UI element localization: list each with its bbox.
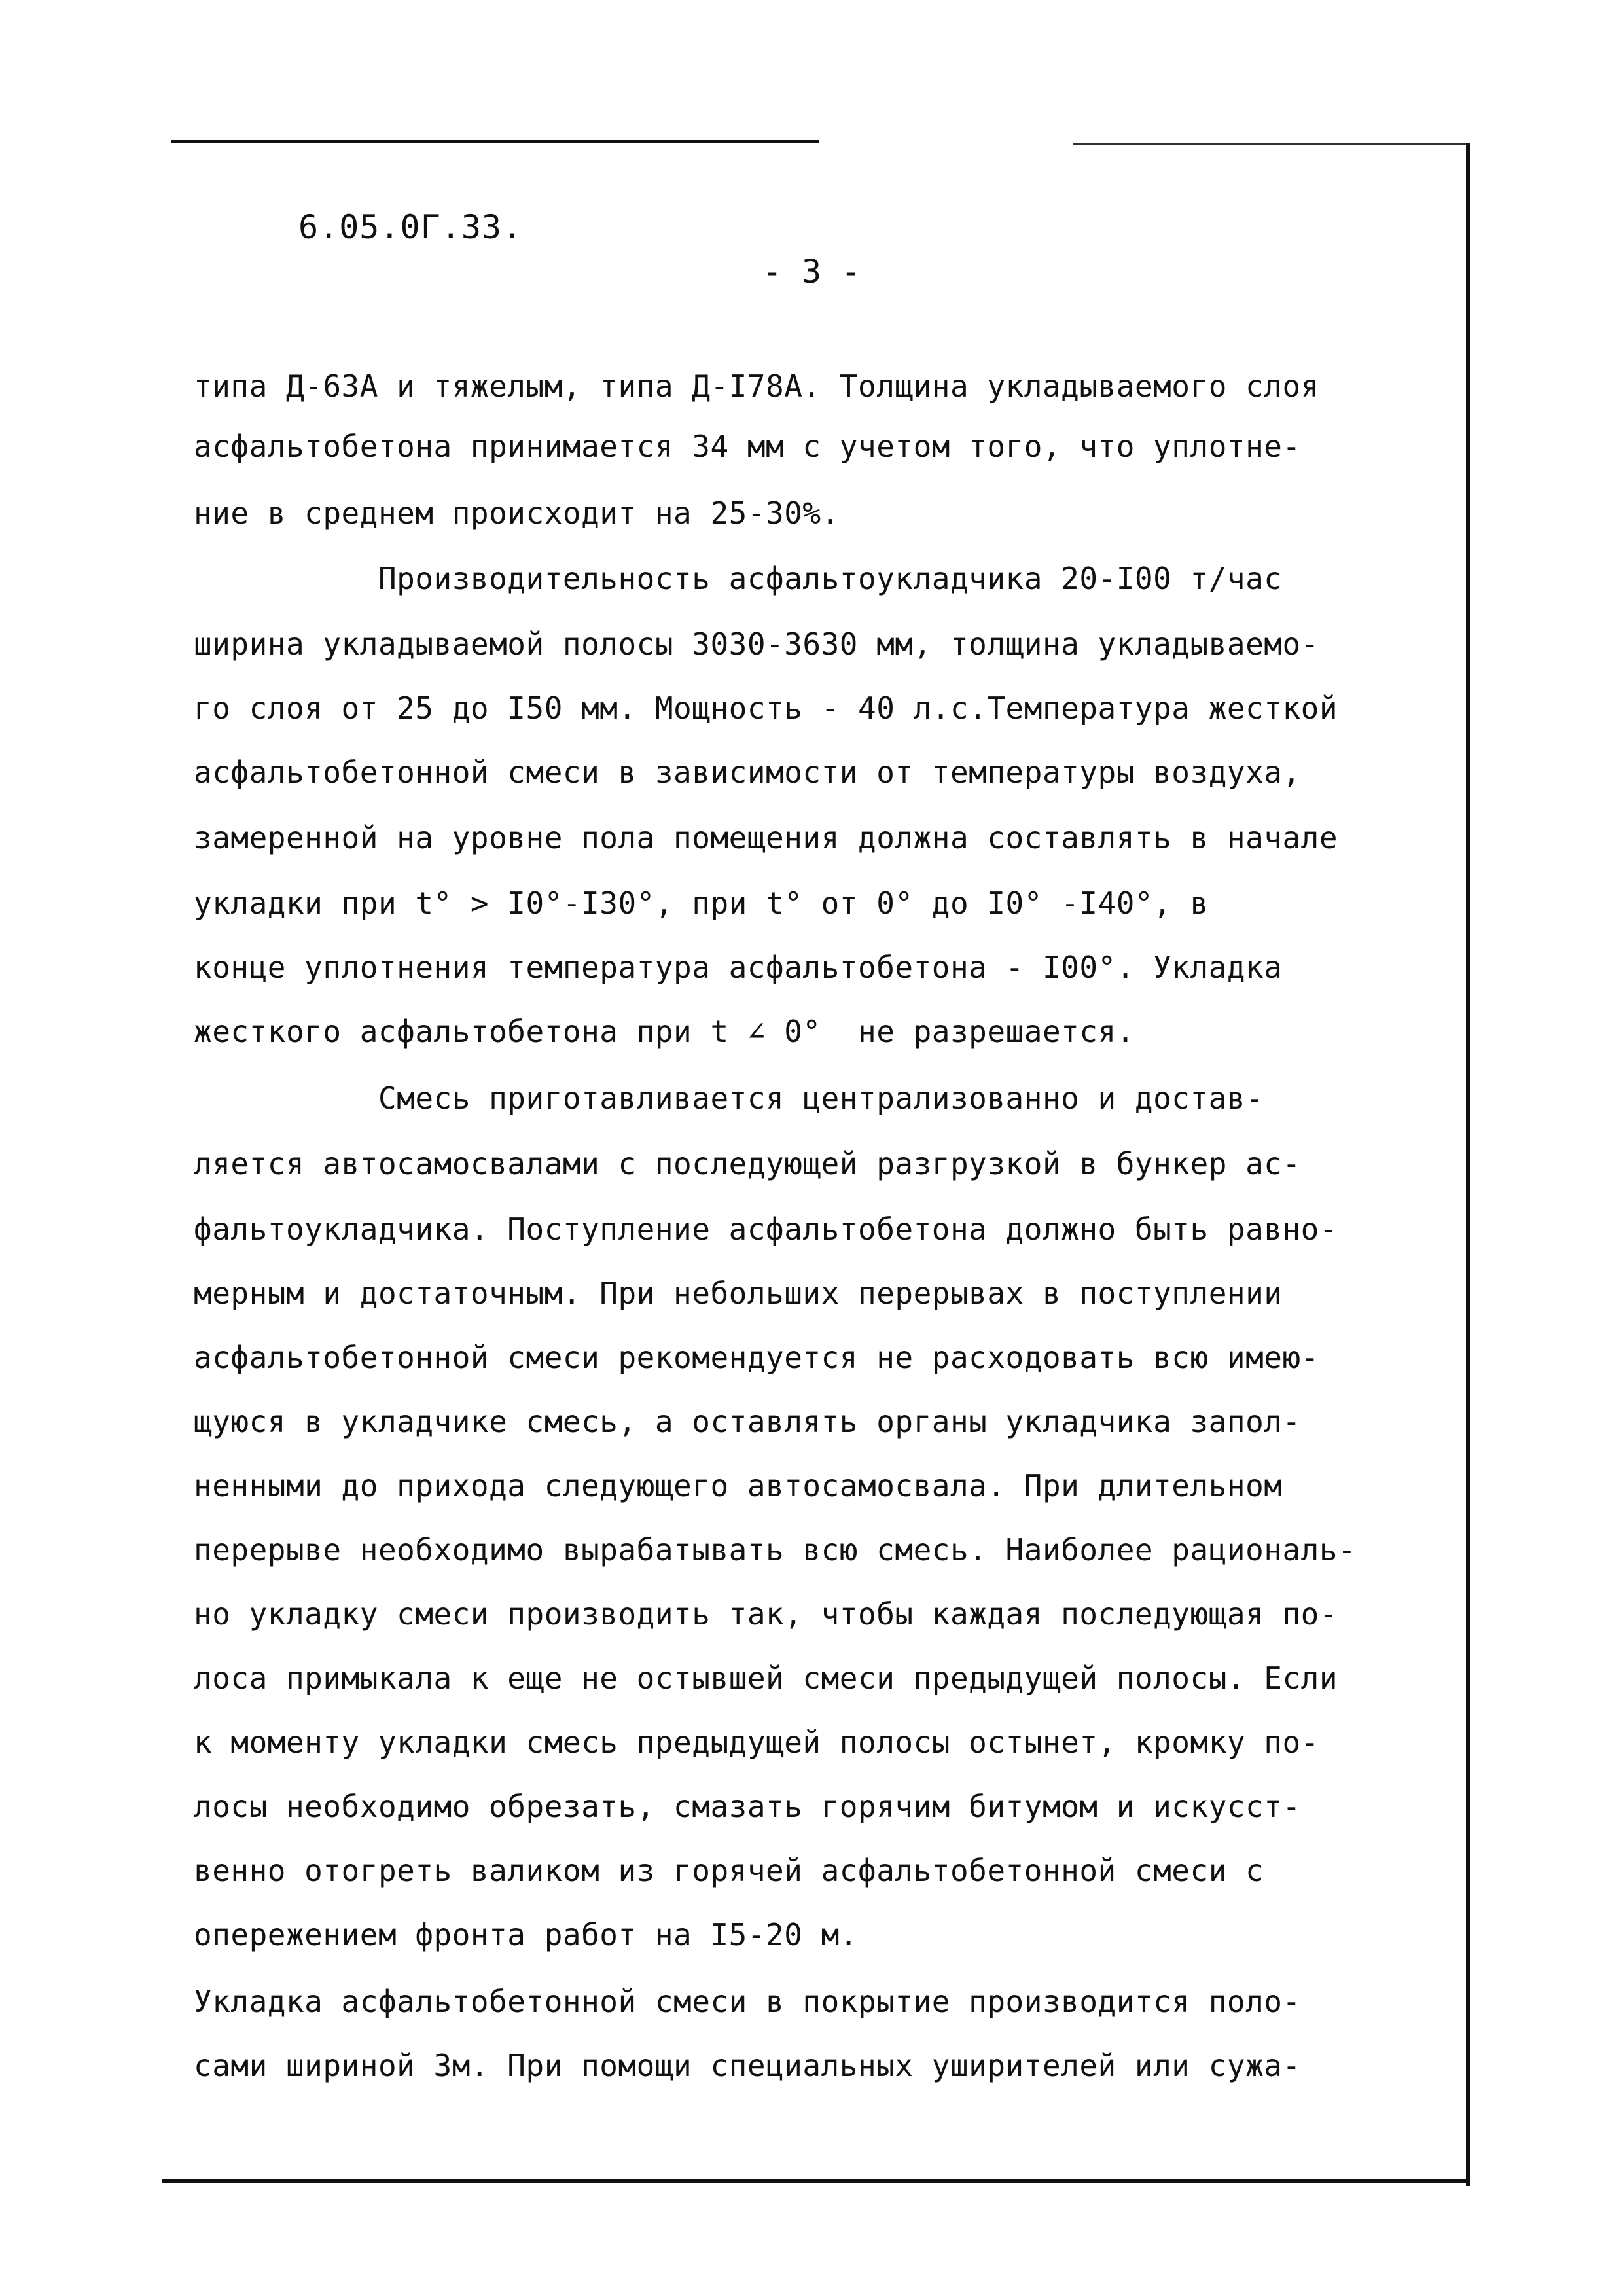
text-line: го слоя от 25 до I50 мм. Мощность - 40 л.с.Температура жесткой xyxy=(194,691,1338,726)
text-line: ненными до прихода следующего автосамосвала. При длительном xyxy=(194,1468,1283,1503)
text-line: мерным и достаточным. При небольших перерывах в поступлении xyxy=(194,1276,1283,1311)
text-line: Укладка асфальтобетонной смеси в покрытие производится поло- xyxy=(194,1984,1301,2019)
text-line: замеренной на уровне пола помещения должна составлять в начале xyxy=(194,820,1338,855)
frame-right-rule xyxy=(1466,143,1470,2186)
text-line: укладки при t° > I0°-I30°, при t° от 0° до I0° -I40°, в xyxy=(194,886,1209,921)
text-line: типа Д-63А и тяжелым, типа Д-I78А. Толщина укладываемого слоя xyxy=(194,368,1319,404)
text-line: сами шириной 3м. При помощи специальных уширителей или сужа- xyxy=(194,2048,1301,2083)
text-line: к моменту укладки смесь предыдущей полосы остынет, кромку по- xyxy=(194,1725,1319,1760)
text-line: конце уплотнения температура асфальтобетона - I00°. Укладка xyxy=(194,950,1283,985)
page-number: - 3 - xyxy=(762,253,861,291)
text-line: венно отогреть валиком из горячей асфальтобетонной смеси с xyxy=(194,1853,1264,1888)
frame-top-rule-right xyxy=(1073,143,1466,145)
text-line: лоса примыкала к еще не остывшей смеси предыдущей полосы. Если xyxy=(194,1660,1338,1696)
text-line: ляется автосамосвалами с последующей разгрузкой в бункер ас- xyxy=(194,1146,1301,1181)
text-line: асфальтобетона принимается 34 мм с учетом того, что уплотне- xyxy=(194,429,1301,464)
text-line: Производительность асфальтоукладчика 20-I00 т/час xyxy=(194,561,1283,596)
text-line: асфальтобетонной смеси рекомендуется не расходовать всю имею- xyxy=(194,1340,1319,1375)
text-line: перерыве необходимо вырабатывать всю смесь. Наиболее рациональ- xyxy=(194,1532,1357,1568)
document-number: 6.05.0Г.33. xyxy=(298,208,523,246)
frame-top-rule-left xyxy=(171,140,819,143)
text-line: ширина укладываемой полосы 3030-3630 мм, толщина укладываемо- xyxy=(194,626,1319,662)
text-line: ние в среднем происходит на 25-30%. xyxy=(194,495,840,531)
text-line: лосы необходимо обрезать, смазать горячим битумом и искусст- xyxy=(194,1789,1301,1824)
text-line: но укладку смеси производить так, чтобы каждая последующая по- xyxy=(194,1596,1338,1632)
frame-bottom-rule xyxy=(162,2179,1470,2183)
text-line: Смесь приготавливается централизованно и достав- xyxy=(194,1081,1264,1116)
text-line: опережением фронта работ на I5-20 м. xyxy=(194,1917,858,1952)
text-line: жесткого асфальтобетона при t ∠ 0° не разрешается. xyxy=(194,1014,1135,1049)
text-line: фальтоукладчика. Поступление асфальтобетона должно быть равно- xyxy=(194,1211,1338,1247)
text-line: щуюся в укладчике смесь, а оставлять органы укладчика запол- xyxy=(194,1404,1301,1439)
text-line: асфальтобетонной смеси в зависимости от температуры воздуха, xyxy=(194,755,1301,790)
